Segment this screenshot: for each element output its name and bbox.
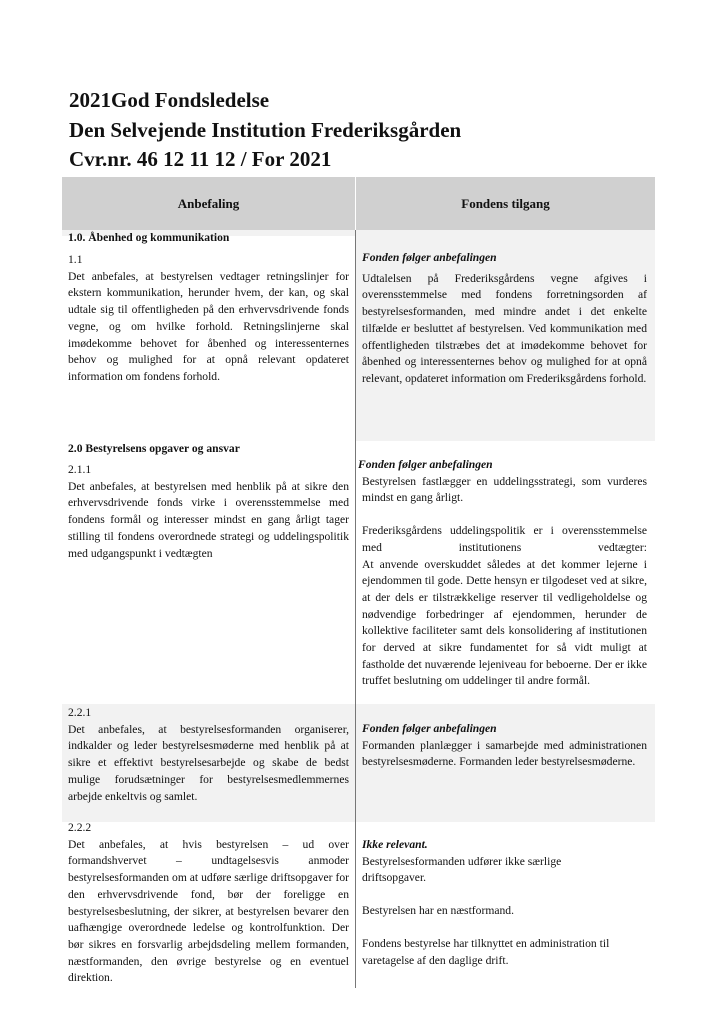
row-2-answer-p3: At anvende overskuddet således at det kommer lejerne i ejendommen til gode. Dette hensyn er tilgodeset ved at sikre, at der dels er tilstrækkelige reserver til vedligeholdelse og nødvendige forbedringer af ejendommen, herunder de kollektive faciliteter samt dels konsolidering af institutionen for derved at sikre fundamentet for så vidt muligt at fastholde det nuværende lejeniveau for beboerne. Der er ikke truffet beslutning om uddelinger til andre formål. [362, 557, 647, 688]
row-2-status: Fonden følger anbefalingen [358, 458, 493, 471]
row-1-recommendation [68, 252, 349, 386]
row-4-number: 2.2.2 [68, 821, 92, 834]
row-2-answer-p1: Bestyrelsen fastlægger en uddelingsstrategi, som vurderes mindst en gang årligt. [362, 474, 647, 505]
row-2-response [358, 457, 647, 690]
row-2-number: 2.1.1 [68, 463, 92, 476]
row-3-answer: Formanden planlægger i samarbejde med administrationen bestyrelsesmøderne. Formanden leder bestyrelsesmøderne. [362, 738, 647, 769]
title-line-2: Den Selvejende Institution Frederiksgården [69, 117, 462, 142]
row-1-text: Det anbefales, at bestyrelsen vedtager retningslinjer for ekstern kommunikation, herunder hvem, der kan, og skal udtale sig til offentligheden på den erhvervsdrivende fonds vegne, og om hvilke forhold. Retningslinjerne skal imødekomme behovet for åbenhed og interessenternes behov og mulighed for at opnå relevant opdateret information om fondens forhold. [68, 269, 349, 383]
row-3-recommendation [68, 705, 349, 805]
header-anbefaling: Anbefaling [62, 177, 355, 230]
section-heading-1: 1.0. Åbenhed og kommunikation [68, 231, 230, 244]
row-2-text: Det anbefales, at bestyrelsen med henblik på at sikre den erhvervsdrivende fonds virke i overensstemmelse med fondens formål og interesser mindst en gang årligt tager stilling til fondens overordnede strategi og uddelingspolitik med udgangspunkt i vedtægten [68, 479, 349, 560]
row-4-answer-p3: Fondens bestyrelse har tilknyttet en administration til varetagelse af den daglige drift. [362, 936, 610, 967]
column-divider [355, 230, 356, 988]
row-4-answer-p1: Bestyrelsesformanden udfører ikke særlige driftsopgaver. [362, 854, 562, 885]
row-3-number: 2.2.1 [68, 706, 92, 719]
header-fondens-tilgang: Fondens tilgang [356, 177, 655, 230]
row-3-response [362, 721, 647, 771]
page-title [69, 86, 689, 175]
row-2-answer-p2: Frederiksgårdens uddelingspolitik er i overensstemmelse med institutionens vedtægter: [362, 524, 647, 554]
title-line-3: Cvr.nr. 46 12 11 12 / For 2021 [69, 147, 332, 171]
row-1-response [362, 250, 647, 388]
section-heading-2: 2.0 Bestyrelsens opgaver og ansvar [68, 442, 240, 455]
row-4-text: Det anbefales, at hvis bestyrelsen – ud over formandshvervet – undtagelsesvis anmoder bestyrelsesformanden om at udføre særlige driftsopgaver for den erhvervsdrivende fond, bør der foreligge en bestyrelsesbeslutning, der sikrer, at bestyrelsen bevarer den uafhængige overordnede ledelse og kontrolfunktion. Der bør sikres en forsvarlig arbejdsdeling mellem formanden, næstformanden, den øvrige bestyrelse og en eventuel direktion. [68, 837, 349, 985]
row-4-recommendation [68, 820, 349, 987]
row-1-status: Fonden følger anbefalingen [362, 251, 497, 264]
row-2-recommendation [68, 462, 349, 562]
row-1-number: 1.1 [68, 253, 83, 266]
recommendations-table [62, 177, 655, 988]
row-3-text: Det anbefales, at bestyrelsesformanden organiserer, indkalder og leder bestyrelsesmøderne med henblik på at sikre et effektivt bestyrelsesarbejde og skabe de bedst mulige forudsætninger for bestyrelsesmedlemmernes arbejde enkeltvis og samlet. [68, 722, 349, 803]
row-4-response [362, 837, 647, 969]
row-3-status: Fonden følger anbefalingen [362, 722, 497, 735]
row-1-answer: Udtalelsen på Frederiksgårdens vegne afgives i overensstemmelse med fondens forretningsorden af bestyrelsesformanden, med mindre andet i det enkelte tilfælde er besluttet af bestyrelsen. Ved kommunikation med offentligheden tilstræbes det at imødekomme behovet for åbenhed og interessenternes behov og mulighed for at opnå relevant, opdateret information om Frederiksgårdens forhold. [362, 271, 647, 385]
title-line-1: 2021God Fondsledelse [69, 88, 270, 112]
row-4-status: Ikke relevant. [362, 838, 428, 851]
row-4-answer-p2: Bestyrelsen har en næstformand. [362, 904, 514, 918]
